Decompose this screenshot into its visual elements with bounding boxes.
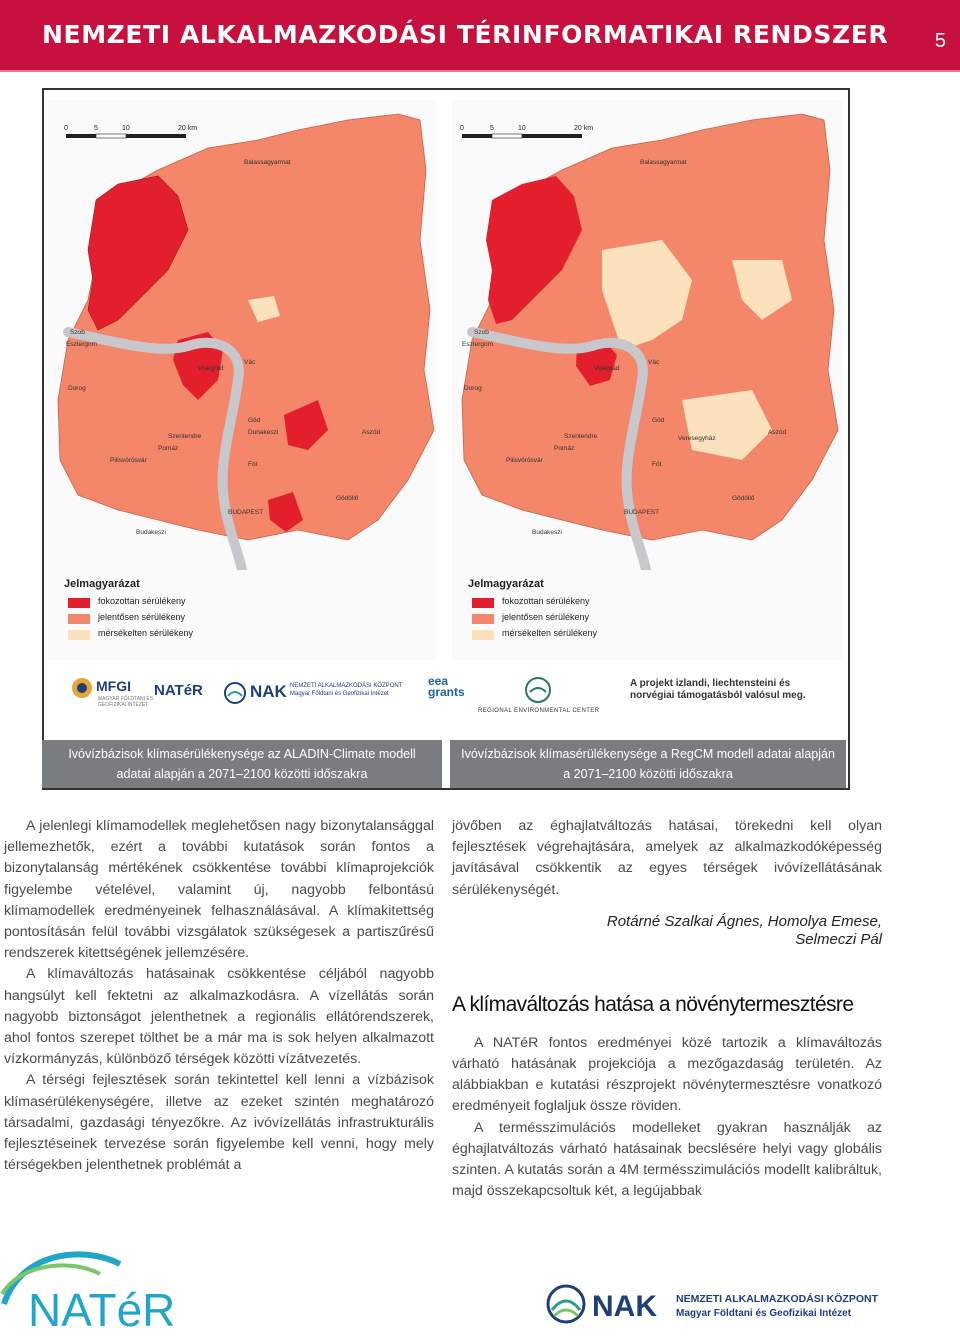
paragraph: jövőben az éghajlatváltozás hatásai, törekedni kell olyan fejlesztések végrehajtására, amelyek az alkalmazkodóképesség javításával csökkentik az egyes térségek ivóvízellátásának sérülékenységét.: [452, 818, 882, 898]
eea-grants-logo: eea grants: [428, 674, 465, 699]
nak-logo-subtitle: NEMZETI ALKALMAZKODÁSI KÖZPONT Magyar Földtani és Geofizikai Intézet: [290, 683, 403, 697]
svg-text:Dunakeszi: Dunakeszi: [248, 429, 279, 436]
project-funding-note: A projekt izlandi, liechtensteini és norvégiai támogatásból valósul meg.: [630, 678, 806, 701]
scale-ten: 10: [122, 125, 130, 132]
paragraph: A NATéR fontos eredményei közé tartozik a klímaváltozás várható hatásának projekciója a mezőgazdaság területén. Az alábbiakban e kutatási részprojekt növénytermesztésre vonatkozó eredményeit foglaljuk össze röviden.: [452, 1034, 882, 1115]
caption-aladin: Ivóvízbázisok klímasérülékenysége az ALADIN-Climate modell adatai alapján a 2071–2100 közötti időszakra: [42, 740, 442, 788]
legend-swatch-moderate: [68, 630, 90, 640]
svg-text:Pomáz: Pomáz: [158, 445, 179, 452]
svg-text:Dorog: Dorog: [68, 385, 86, 392]
svg-text:Fót: Fót: [652, 461, 662, 468]
footer-nater-logo: [0, 1244, 230, 1334]
map-regcm: [452, 100, 842, 660]
paragraph: A klímaváltozás hatásainak csökkentése céljából nagyobb hangsúlyt kell fektetni az alkalmazkodásra. A vízellátás során nagyobb biztonságot jelenthetnek a regionális ellátórendszerek, ahol fontos szerepet tölthet be a már ma is sok helyen alkalmazott vízkormányzás, különböző térségek közötti vízátvezetés.: [4, 966, 434, 1068]
footer-nater-text: NATéR: [28, 1284, 176, 1334]
footer-nak-logo: [546, 1282, 886, 1326]
paragraph: A jelenlegi klímamodellek meglehetősen nagy bizonytalansággal jellemezhetők, ezért a további kutatások során fontos a bizonytalanság mértékének csökkentése további klímaprojekciók figyelembe vételével, valamint új, nagyobb felbontású klímamodellek eredményeinek felhasználásával. A klímakitettség pontosításán felül további vizsgálatok szükségesek a partiszűrésű rendszerek kitettségének jellemzésére.: [4, 818, 434, 962]
svg-text:0: 0: [460, 125, 464, 132]
mfgi-logo: MFGI: [96, 678, 131, 694]
mfgi-logo-subtitle: MAGYAR FÖLDTANI ÉS GEOFIZIKAI INTÉZET: [98, 696, 154, 708]
paragraph: A térségi fejlesztések során tekintettel kell lenni a vízbázisok klímasérülékenységére, illetve az ezeket szintén meghatározó társadalmi, gazdasági tényezőkre. Az ivóvízellátás infrastrukturális fejlesztéseinek tervezése során figyelembe kell venni, hogy mely térségekben jelenthetnek problémát a: [4, 1072, 434, 1174]
mfgi-logo-icon: [70, 676, 94, 700]
svg-text:Visegrád: Visegrád: [594, 365, 620, 372]
legend-title: Jelmagyarázat: [64, 578, 140, 590]
svg-text:Fót: Fót: [248, 461, 258, 468]
svg-text:10: 10: [518, 125, 526, 132]
scale-twenty: 20 km: [178, 125, 198, 132]
scale-zero: 0: [64, 125, 68, 132]
svg-text:Visegrád: Visegrád: [198, 365, 224, 372]
caption-regcm: Ivóvízbázisok klímasérülékenysége a RegCM modell adatai alapján a 2071–2100 közötti időszakra: [450, 740, 846, 788]
svg-text:Pilisvörösvár: Pilisvörösvár: [110, 457, 147, 464]
svg-text:NAK: NAK: [592, 1290, 657, 1323]
map-figure: [42, 88, 850, 790]
map-legend: Jelmagyarázat fokozottan sérülékeny jelentősen sérülékeny mérsékelten sérülékeny: [64, 578, 194, 638]
svg-text:Esztergom: Esztergom: [462, 341, 494, 348]
svg-text:20 km: 20 km: [574, 125, 594, 132]
svg-text:Szob: Szob: [474, 329, 489, 336]
legend-swatch-significant: [68, 614, 90, 624]
rec-logo-icon: [524, 676, 552, 704]
body-column-left: [4, 816, 434, 1176]
svg-text:Szentendre: Szentendre: [564, 433, 598, 440]
nak-footer-graphic: [546, 1282, 886, 1326]
svg-text:Aszód: Aszód: [362, 429, 381, 436]
svg-text:Szob: Szob: [70, 329, 85, 336]
header-title: NEMZETI ALKALMAZKODÁSI TÉRINFORMATIKAI RENDSZER: [42, 20, 889, 49]
svg-text:BUDAPEST: BUDAPEST: [228, 509, 264, 516]
authors: Rotárné Szalkai Ágnes, Homolya Emese, Selmeczi Pál: [606, 912, 882, 948]
map-aladin: [48, 100, 438, 660]
svg-text:Dorog: Dorog: [464, 385, 482, 392]
body-column-right: [452, 816, 882, 1202]
svg-text:5: 5: [490, 125, 494, 132]
rec-logo-text: REGIONAL ENVIRONMENTAL CENTER: [478, 708, 600, 714]
svg-text:Aszód: Aszód: [768, 429, 787, 436]
section-heading: A klímaváltozás hatása a növénytermesztésre: [452, 992, 854, 1016]
page-header: [0, 0, 960, 72]
legend-swatch-high: [68, 598, 90, 608]
svg-text:NEMZETI ALKALMAZKODÁSI KÖZPONT: NEMZETI ALKALMAZKODÁSI KÖZPONT: [676, 1293, 879, 1305]
svg-text:Esztergom: Esztergom: [66, 341, 98, 348]
partner-logos: [44, 668, 848, 728]
map-legend: Jelmagyarázat fokozottan sérülékeny jelentősen sérülékeny mérsékelten sérülékeny: [468, 578, 598, 638]
svg-text:Balassagyarmat: Balassagyarmat: [244, 159, 291, 166]
nak-logo-icon: [224, 682, 246, 704]
map-regcm-drawing: [452, 100, 842, 570]
svg-text:Gödöllő: Gödöllő: [336, 495, 359, 502]
svg-text:Veresegyház: Veresegyház: [678, 435, 716, 442]
svg-text:Pilisvörösvár: Pilisvörösvár: [506, 457, 543, 464]
scale-five: 5: [94, 125, 98, 132]
svg-text:Vác: Vác: [244, 359, 256, 366]
nater-swoosh-icon: [0, 1244, 230, 1334]
nater-logo: NATéR: [154, 682, 203, 699]
map-aladin-drawing: [48, 100, 438, 570]
svg-text:Vác: Vác: [648, 359, 660, 366]
svg-text:Göd: Göd: [652, 417, 665, 424]
svg-text:Gödöllő: Gödöllő: [732, 495, 755, 502]
svg-text:Budakeszi: Budakeszi: [532, 529, 562, 536]
svg-text:Göd: Göd: [248, 417, 261, 424]
svg-text:Balassagyarmat: Balassagyarmat: [640, 159, 687, 166]
svg-text:Magyar Földtani és Geofizikai: Magyar Földtani és Geofizikai Intézet: [676, 1308, 852, 1319]
svg-text:Szentendre: Szentendre: [168, 433, 202, 440]
paragraph: A termésszimulációs modelleket gyakran használják az éghajlatváltozás várható hatásainak becslésére helyi vagy globális szinten. A kutatás során a 4M termésszimulációs modellt kalibráltuk, majd összekapcsoltuk két, a legújabbak: [452, 1119, 882, 1200]
page-number: 5: [934, 30, 946, 52]
svg-text:BUDAPEST: BUDAPEST: [624, 509, 660, 516]
svg-text:Budakeszi: Budakeszi: [136, 529, 166, 536]
svg-text:Pomáz: Pomáz: [554, 445, 575, 452]
nak-logo: NAK: [250, 682, 287, 701]
